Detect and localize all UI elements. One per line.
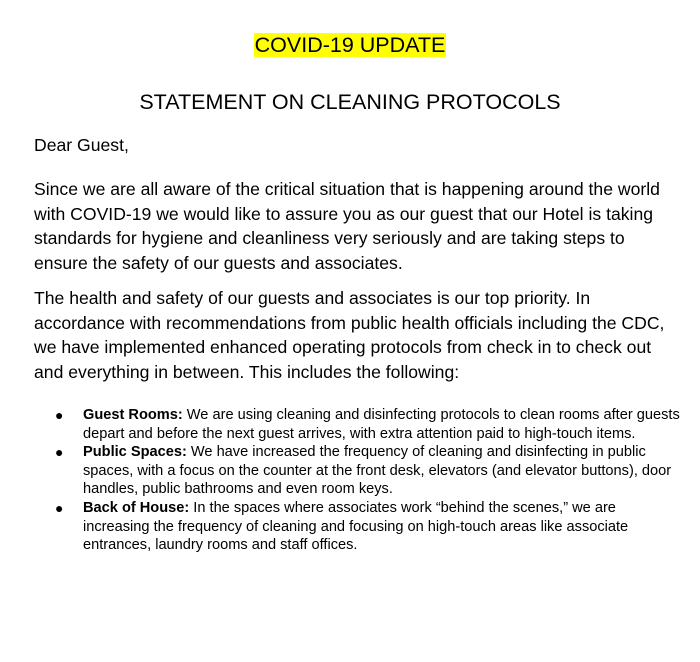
list-item-text: We are using cleaning and disinfecting protocols to clean rooms after guests depart and before the next guest arrives, with extra attention paid to high-touch items. <box>83 407 680 442</box>
salutation: Dear Guest, <box>34 135 129 155</box>
bullet-icon: ● <box>55 444 64 461</box>
protocol-list <box>55 406 683 555</box>
list-item-guest-rooms <box>55 406 683 443</box>
list-item-title: Public Spaces: <box>83 444 187 461</box>
list-item-text: We have increased the frequency of cleaning and disinfecting in public spaces, with a focus on the counter at the front desk, elevators (and elevator buttons), door handles, public bathrooms and even room keys. <box>83 444 672 498</box>
headline <box>0 31 700 59</box>
list-item-back-of-house <box>55 499 683 555</box>
bullet-icon: ● <box>55 499 64 516</box>
list-item-text: In the spaces where associates work “behind the scenes,” we are increasing the frequency of cleaning and focusing on high-touch areas like associate entrances, laundry rooms and staff offices. <box>83 499 629 554</box>
list-item-title: Guest Rooms: <box>83 407 183 423</box>
subtitle: STATEMENT ON CLEANING PROTOCOLS <box>139 90 561 114</box>
bullet-icon: ● <box>55 407 64 423</box>
paragraph-situation: Since we are all aware of the critical situation that is happening around the world with COVID-19 we would like to assure you as our guest that our Hotel is taking standards for hygiene and cleanliness very seriously and are taking steps to ensure the safety of our guests and associates. <box>34 179 660 273</box>
paragraph-priority: The health and safety of our guests and associates is our top priority. In accordance with recommendations from public health officials including the CDC, we have implemented enhanced operating protocols from check in to check out and everything in between. This includes the following: <box>34 288 665 382</box>
headline-highlight: COVID-19 UPDATE <box>254 33 446 57</box>
list-item-public-spaces <box>55 443 683 499</box>
list-item-title: Back of House: <box>83 499 190 516</box>
